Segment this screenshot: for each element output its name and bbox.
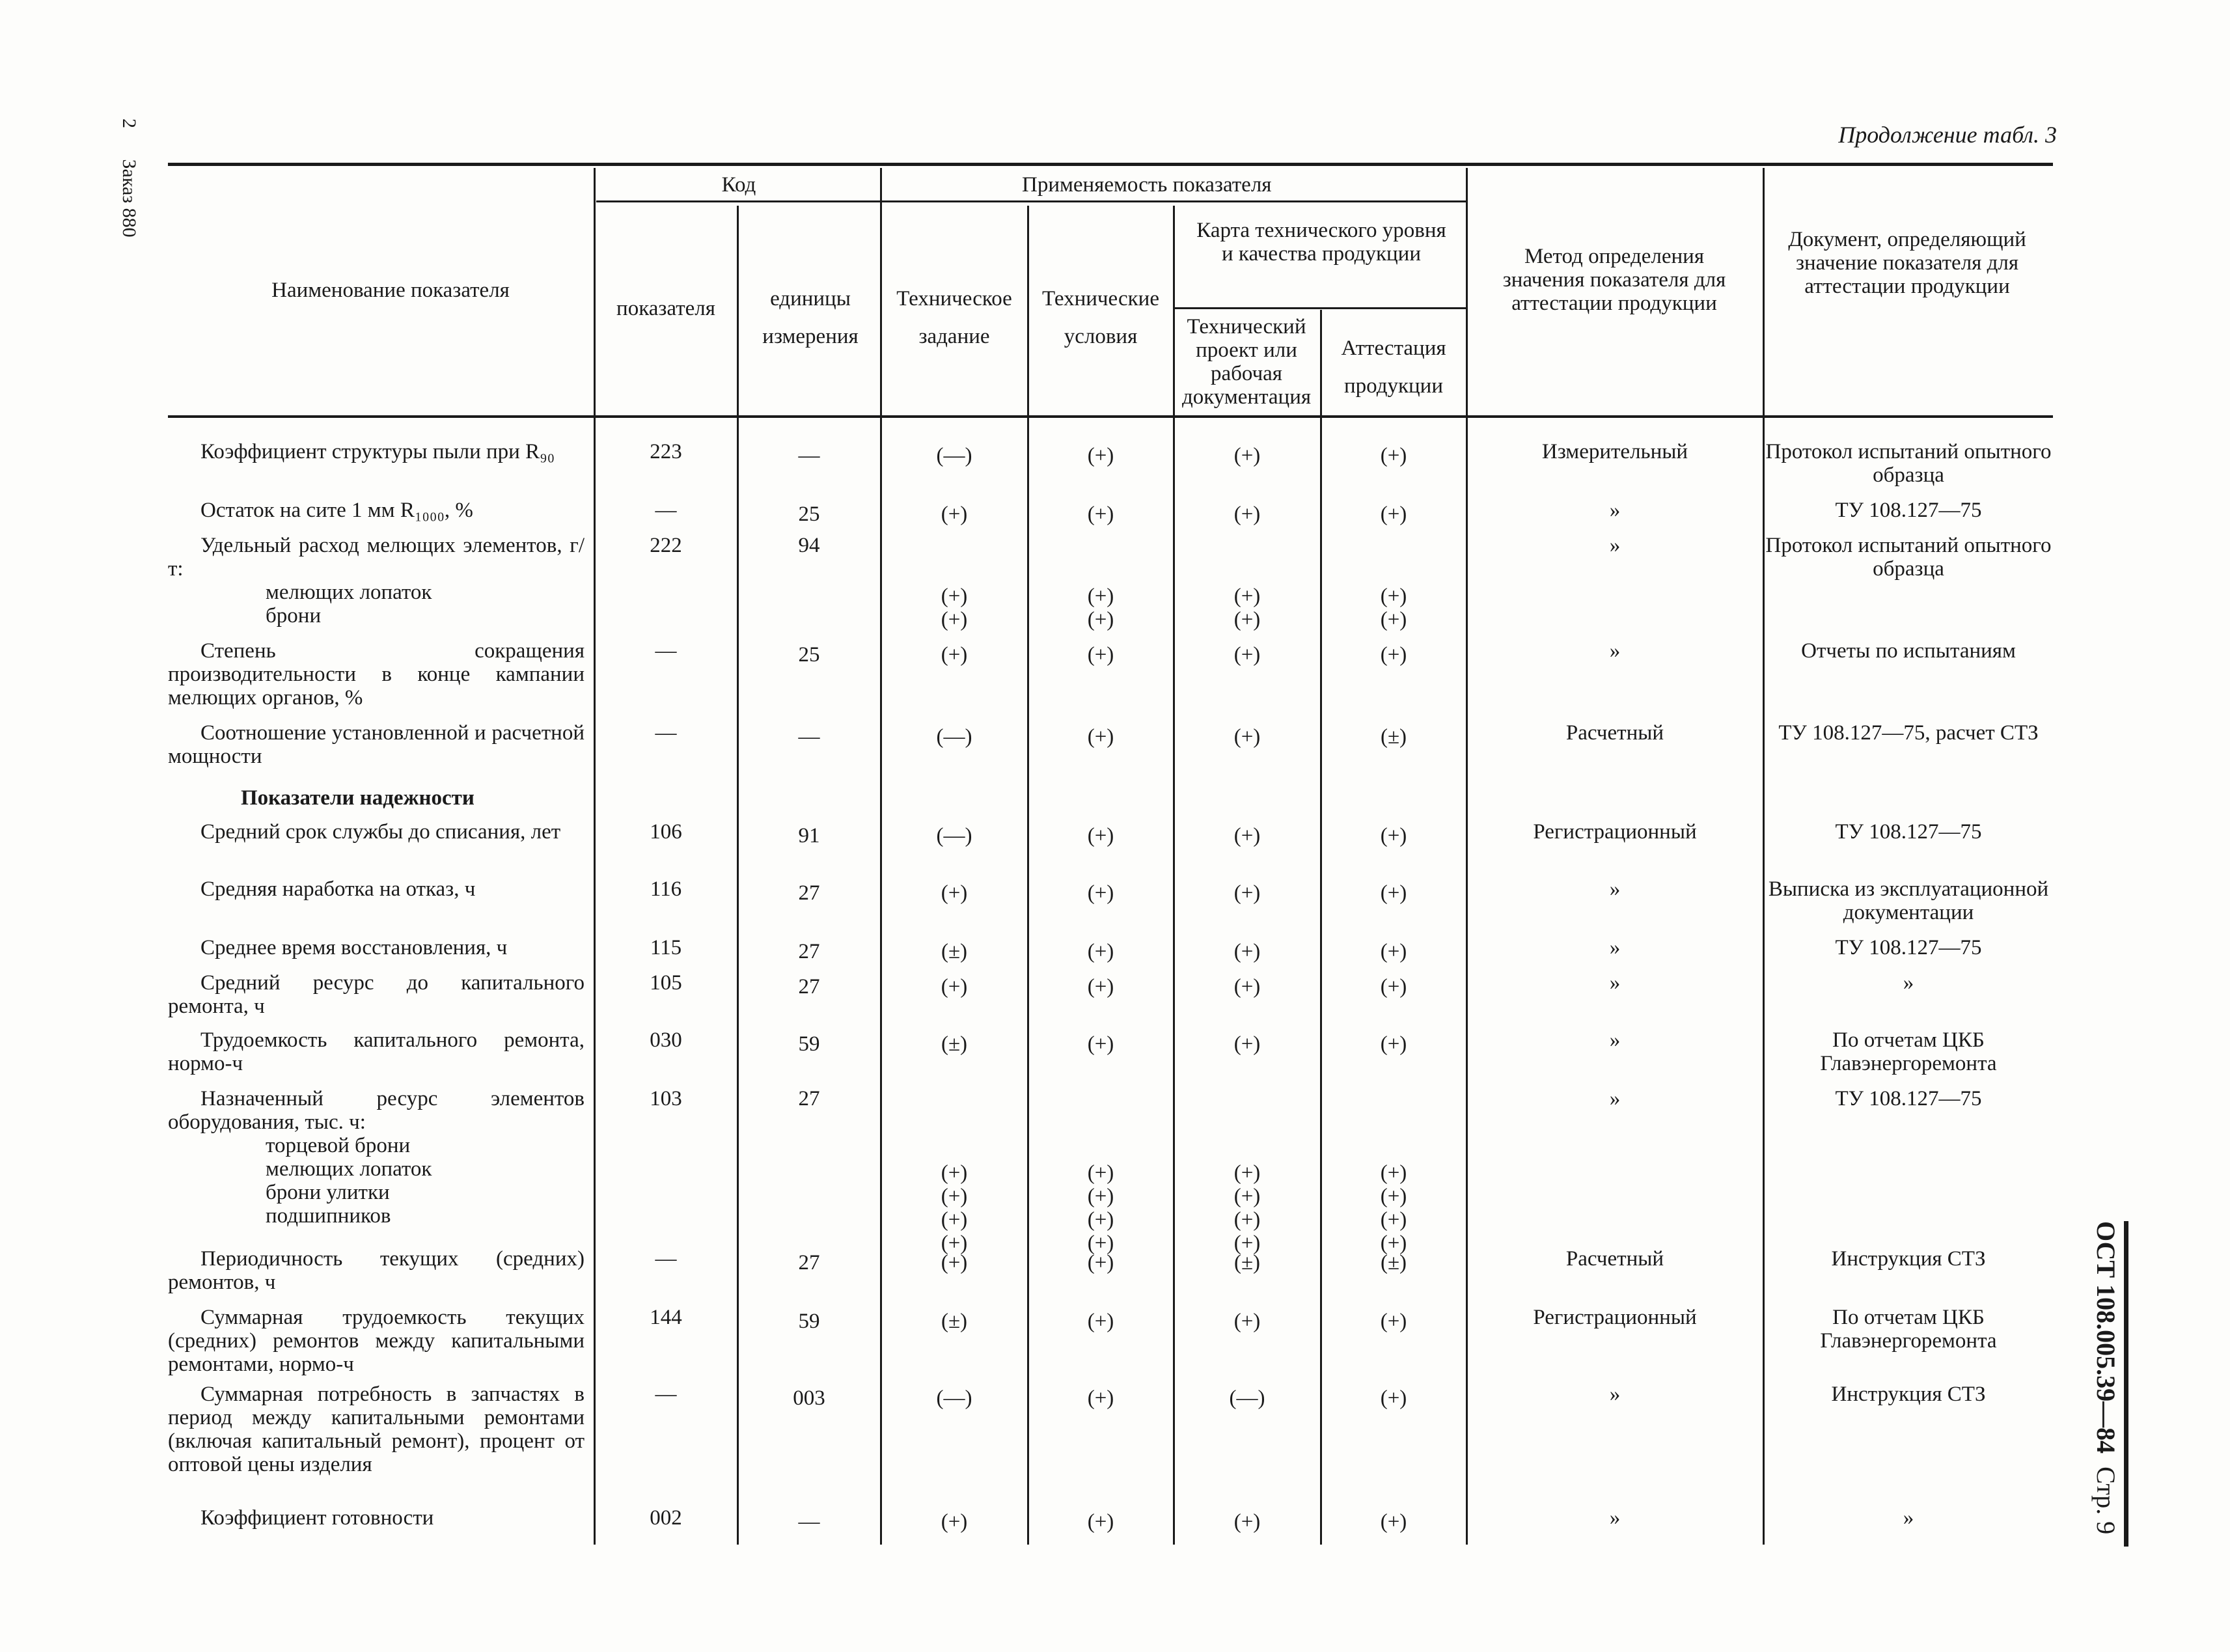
method-cell: » [1609,1383,1621,1406]
code-unit: 27 [798,940,820,963]
applicability-tu: (+) [1087,643,1114,667]
header-code-indicator: показателя [616,297,715,320]
document-cell: » [1903,1506,1914,1530]
indicator-name [168,534,585,627]
applicability-tu: (+) (+) (+) (+) [1087,1161,1114,1255]
indicator-subitem: мелющих лопаток [266,581,432,604]
document-cell: ТУ 108.127—75 [1835,1087,1982,1110]
code-unit: — [798,725,820,749]
applicability-tp: (+) [1233,725,1261,749]
method-cell: Измерительный [1541,440,1688,463]
method-cell: » [1609,936,1621,959]
document-cell: По отчетам ЦКБ Главэнергоремонта [1820,1306,1997,1353]
header-card: Карта технического уровня и качества продукции [1196,219,1446,266]
applicability-tp: (+) (+) (+) (+) [1233,1161,1261,1255]
document-cell: Выписка из эксплуатационной документации [1768,877,2049,924]
applicability-tz: (+) [941,502,968,526]
code-indicator: 106 [650,820,682,844]
applicability-att: (+) [1380,643,1407,667]
indicator-name [168,440,585,463]
method-cell: Расчетный [1565,1247,1664,1271]
applicability-tu: (+) [1087,975,1114,998]
table-top-rule [168,163,2053,166]
applicability-tz: (—) [936,824,972,847]
indicator-name [168,1306,585,1376]
indicator-subitem: подшипников [266,1204,391,1228]
applicability-tu: (+) (+) [1087,585,1114,631]
column-rule [1320,310,1322,1545]
method-cell: » [1609,1506,1621,1530]
applicability-tz: (+) (+) [941,585,968,631]
applicability-att: (+) [1380,1310,1407,1333]
applicability-att: (+) [1380,881,1407,905]
header-tech-conditions: Технические условия [1042,287,1159,348]
document-cell: По отчетам ЦКБ Главэнергоремонта [1820,1028,1997,1075]
column-rule [1763,168,1765,1545]
header-card-attestation: Аттестация продукции [1341,337,1446,398]
card-header-rule [1174,307,1467,309]
applicability-att: (±) [1380,725,1407,749]
indicator-name [168,1506,585,1530]
indicator-name [168,877,585,901]
indicator-name-text: Средний срок службы до списания, лет [200,820,561,844]
indicator-name [168,820,585,844]
code-unit: 91 [798,824,820,847]
applicability-header-rule [881,200,1467,202]
indicator-name-text: Трудоемкость капитального ремонта, нормо-ч [168,1028,585,1075]
applicability-att: (+) (+) [1380,585,1407,631]
method-cell: » [1609,1028,1621,1052]
code-indicator: — [655,1247,677,1271]
code-indicator: 002 [650,1506,682,1530]
method-cell: » [1609,534,1621,557]
applicability-att: (+) [1380,1510,1407,1534]
header-code: Код [721,173,756,197]
column-rule [594,168,596,1545]
indicator-name-text: Степень сокращения производительности в конце кампании мелющих органов, % [168,639,585,709]
code-unit: 59 [798,1310,820,1333]
code-unit: 59 [798,1032,820,1056]
applicability-tu: (+) [1087,1032,1114,1056]
standard-page: Стр. 9 [2091,1466,2121,1535]
header-applicability: Применяемость показателя [1022,173,1272,197]
indicator-subitem: брони [266,604,322,627]
document-cell: » [1903,971,1914,995]
code-indicator: — [655,1383,677,1406]
indicator-name [168,639,585,709]
standard-footer [2092,1221,2128,1547]
applicability-tp: (+) [1233,881,1261,905]
applicability-tp: (+) [1233,940,1261,963]
applicability-tz: (±) [941,940,968,963]
applicability-tp: (—) [1229,1386,1265,1410]
method-cell: » [1609,971,1621,995]
applicability-tu: (+) [1087,1310,1114,1333]
applicability-tp: (+) [1233,643,1261,667]
indicator-name [168,936,585,959]
applicability-tp: (±) [1233,1251,1261,1274]
indicator-name [168,721,585,768]
applicability-tz: (—) [936,1386,972,1410]
applicability-tu: (+) [1087,725,1114,749]
code-unit: — [798,1510,820,1534]
header-document: Документ, определяющий значение показателя для аттестации продукции [1788,228,2026,298]
applicability-tz: (+) [941,881,968,905]
applicability-tp: (+) [1233,1310,1261,1333]
code-header-rule [596,200,881,202]
header-code-unit: единицы измерения [762,287,859,348]
applicability-att: (+) [1380,940,1407,963]
header-bottom-rule [168,415,2053,418]
indicator-name-text: Средний ресурс до капитального ремонта, ч [168,971,585,1018]
code-indicator: 222 [650,534,682,557]
applicability-tu: (+) [1087,1386,1114,1410]
indicator-name-text: Средняя наработка на отказ, ч [200,877,476,901]
column-rule [1027,206,1029,1545]
indicator-name-text: Соотношение установленной и расчетной мощности [168,721,585,768]
method-cell: Регистрационный [1533,820,1697,844]
applicability-att: (±) [1380,1251,1407,1274]
applicability-tp: (+) [1233,444,1261,467]
code-indicator: 115 [650,936,682,959]
applicability-att: (+) (+) (+) (+) [1380,1161,1407,1255]
indicator-name-text: Коэффициент готовности [200,1506,434,1530]
header-tech-task: Техническое задание [896,287,1012,348]
applicability-tu: (+) [1087,502,1114,526]
code-unit: 27 [798,881,820,905]
code-unit: 25 [798,643,820,667]
code-indicator: 030 [650,1028,682,1052]
document-cell: ТУ 108.127—75, расчет СТЗ [1778,721,2039,745]
indicator-subitem: мелющих лопаток [266,1157,432,1181]
code-unit: 27 [798,975,820,998]
code-unit: — [798,444,820,467]
applicability-att: (+) [1380,824,1407,847]
applicability-tz: (+) [941,975,968,998]
indicator-name [168,1087,585,1228]
column-rule [1466,168,1468,1545]
document-cell: Протокол испытаний опытного образца [1765,440,2052,487]
left-margin-note [118,118,140,264]
indicator-subitem: торцевой брони [266,1134,411,1157]
applicability-tp: (+) [1233,502,1261,526]
continuation-caption: Продолжение табл. 3 [1838,122,2057,148]
indicator-name-text: Периодичность текущих (средних) ремонтов, ч [168,1247,585,1294]
applicability-att: (+) [1380,1386,1407,1410]
applicability-tp: (+) (+) [1233,585,1261,631]
method-cell: » [1609,877,1621,901]
code-unit: 003 [793,1386,825,1410]
document-cell: ТУ 108.127—75 [1835,820,1982,844]
applicability-tz: (+) [941,643,968,667]
method-cell: » [1609,499,1621,522]
indicator-name [168,971,585,1018]
applicability-tu: (+) [1087,881,1114,905]
code-indicator: — [655,499,677,522]
code-indicator: 223 [650,440,682,463]
order-number: Заказ 880 [118,159,140,238]
applicability-att: (+) [1380,1032,1407,1056]
indicator-name [168,1028,585,1075]
code-indicator: 116 [650,877,682,901]
document-cell: ТУ 108.127—75 [1835,499,1982,522]
applicability-tp: (+) [1233,975,1261,998]
code-unit: 27 [798,1087,820,1110]
indicator-name-text: Среднее время восстановления, ч [200,936,508,959]
column-rule [880,168,882,1545]
applicability-tp: (+) [1233,1032,1261,1056]
applicability-tz: (±) [941,1032,968,1056]
column-rule [737,206,739,1545]
page-number: 2 [118,118,140,128]
document-cell: Протокол испытаний опытного образца [1765,534,2052,581]
indicator-subitem: брони улитки [266,1181,390,1204]
code-indicator: — [655,639,677,663]
applicability-tp: (+) [1233,1510,1261,1534]
code-unit: 27 [798,1251,820,1274]
applicability-att: (+) [1380,975,1407,998]
applicability-att: (+) [1380,502,1407,526]
code-indicator: 105 [650,971,682,995]
applicability-tu: (+) [1087,824,1114,847]
indicator-name [168,1247,585,1294]
standard-code: ОСТ 108.005.39—84 [2091,1221,2121,1454]
indicator-name-text: Остаток на сите 1 мм R₁₀₀₀, % [200,499,473,522]
indicator-name-text: Суммарная трудоемкость текущих (средних) ремонтов между капитальными ремонтами, нормо-ч [168,1306,585,1376]
code-unit: 94 [798,534,820,557]
indicator-name-text: Коэффициент структуры пыли при R₉₀ [200,440,555,463]
indicator-name [168,1383,585,1476]
code-unit: 25 [798,502,820,526]
header-name: Наименование показателя [271,279,510,302]
method-cell: Регистрационный [1533,1306,1697,1329]
method-cell: Расчетный [1565,721,1664,745]
indicator-name-text: Назначенный ресурс элементов оборудования, тыс. ч: [168,1087,585,1134]
indicator-name [168,499,585,522]
applicability-tz: (+) [941,1510,968,1534]
method-cell: » [1609,639,1621,663]
section-heading-reliability: Показатели надежности [241,786,475,810]
applicability-tz: (±) [941,1310,968,1333]
applicability-tu: (+) [1087,1251,1114,1274]
code-indicator: 103 [650,1087,682,1110]
indicator-name-text: Суммарная потребность в запчастях в период между капитальными ремонтами (включая капитальный ремонт), процент от оптовой цены изделия [168,1383,585,1476]
applicability-tp: (+) [1233,824,1261,847]
applicability-tu: (+) [1087,444,1114,467]
method-cell: » [1609,1087,1621,1110]
document-cell: Инструкция СТЗ [1831,1247,1986,1271]
applicability-att: (+) [1380,444,1407,467]
indicator-name-text: Удельный расход мелющих элементов, г/т: [168,534,585,581]
code-indicator: — [655,721,677,745]
document-cell: Отчеты по испытаниям [1801,639,2016,663]
applicability-tz: (—) [936,725,972,749]
applicability-tu: (+) [1087,1510,1114,1534]
header-card-project: Технический проект или рабочая документация [1181,315,1312,409]
header-method: Метод определения значения показателя для аттестации продукции [1502,245,1726,315]
code-indicator: 144 [650,1306,682,1329]
applicability-tz: (+) [941,1251,968,1274]
document-cell: Инструкция СТЗ [1831,1383,1986,1406]
document-cell: ТУ 108.127—75 [1835,936,1982,959]
applicability-tz: (—) [936,444,972,467]
applicability-tu: (+) [1087,940,1114,963]
applicability-tz: (+) (+) (+) (+) [941,1161,968,1255]
